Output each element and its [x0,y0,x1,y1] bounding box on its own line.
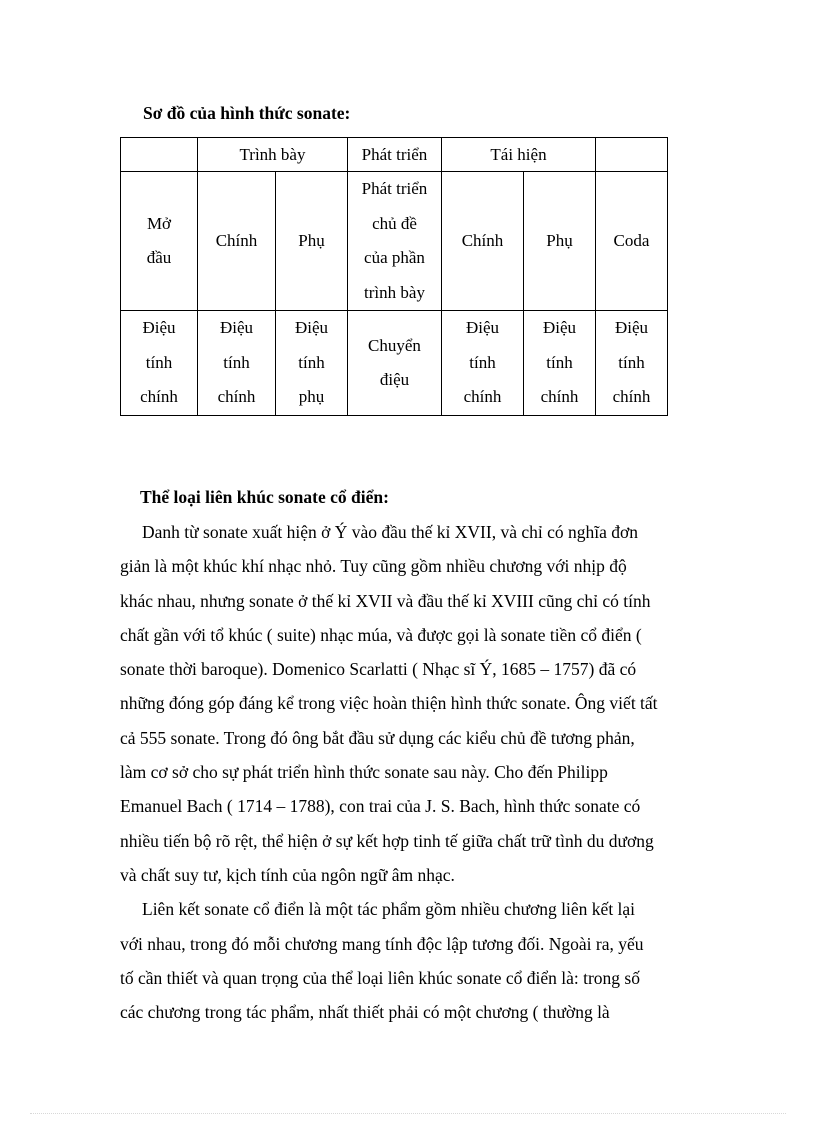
table-cell: Điệu tính chính [596,311,668,416]
table-cell: Phụ [276,172,348,311]
sonata-cycle-heading: Thể loại liên khúc sonate cổ điển: [140,487,389,507]
table-cell: Phát triển chủ đề của phần trình bày [348,172,442,311]
text-line: tố cần thiết và quan trọng của thể loại liên khúc sonate cổ điển là: trong số [120,967,640,988]
text-line: và chất suy tư, kịch tính của ngôn ngữ âm nhạc. [120,864,455,885]
table-cell: Điệu tính phụ [276,311,348,416]
text-line: sonate thời baroque). Domenico Scarlatti ( Nhạc sĩ Ý, 1685 – 1757) đã có [120,659,637,680]
table-cell: Điệu tính chính [198,311,276,416]
table-cell: Chính [442,172,524,311]
table-header-row [121,138,668,172]
table-cell-exposition: Trình bày [198,138,348,172]
table-cell-development: Phát triển [348,138,442,172]
text-line: những đóng góp đáng kể trong việc hoàn thiện hình thức sonate. Ông viết tất [120,693,658,714]
text-line: Danh từ sonate xuất hiện ở Ý vào đầu thế kỉ XVII, và chỉ có nghĩa đơn [142,522,638,542]
text-line: chất gần với tổ khúc ( suite) nhạc múa, và được gọi là sonate tiền cổ điển ( [120,624,642,645]
sonata-form-table [120,137,668,416]
table-cell: Điệu tính chính [524,311,596,416]
text-line: với nhau, trong đó mỗi chương mang tính độc lập tương đối. Ngoài ra, yếu [120,933,644,954]
text-line: Liên kết sonate cổ điển là một tác phẩm gồm nhiều chương liên kết lại [142,899,636,920]
text-line: giản là một khúc khí nhạc nhỏ. Tuy cũng gồm nhiều chương với nhịp độ [120,556,627,577]
text-line: làm cơ sở cho sự phát triển hình thức sonate sau này. Cho đến Philipp [120,762,608,783]
text-line: Emanuel Bach ( 1714 – 1788), con trai của J. S. Bach, hình thức sonate có [120,796,641,817]
table-cell: Coda [596,172,668,311]
table-cell: Điệu tính chính [442,311,524,416]
table-cell-recapitulation: Tái hiện [442,138,596,172]
text-line: khác nhau, nhưng sonate ở thế kỉ XVII và đầu thế kỉ XVIII cũng chỉ có tính [120,590,651,611]
text-line: các chương trong tác phẩm, nhất thiết phải có một chương ( thường là [120,1002,610,1023]
table-cell: Điệu tính chính [121,311,198,416]
table-cell: Phụ [524,172,596,311]
table-cell [121,138,198,172]
text-line: cả 555 sonate. Trong đó ông bắt đầu sử dụng các kiểu chủ đề tương phản, [120,727,635,748]
text-line: nhiều tiến bộ rõ rệt, thể hiện ở sự kết hợp tinh tế giữa chất trữ tình du dương [120,830,654,851]
body-text [120,515,696,1029]
table-cell [596,138,668,172]
table-cell: Mở đầu [121,172,198,311]
page-bottom-rule [30,1113,786,1114]
sonata-form-heading: Sơ đồ của hình thức sonate: [143,103,351,123]
table-row [121,311,668,416]
table-cell: Chính [198,172,276,311]
table-row [121,172,668,311]
table-cell: Chuyển điệu [348,311,442,416]
